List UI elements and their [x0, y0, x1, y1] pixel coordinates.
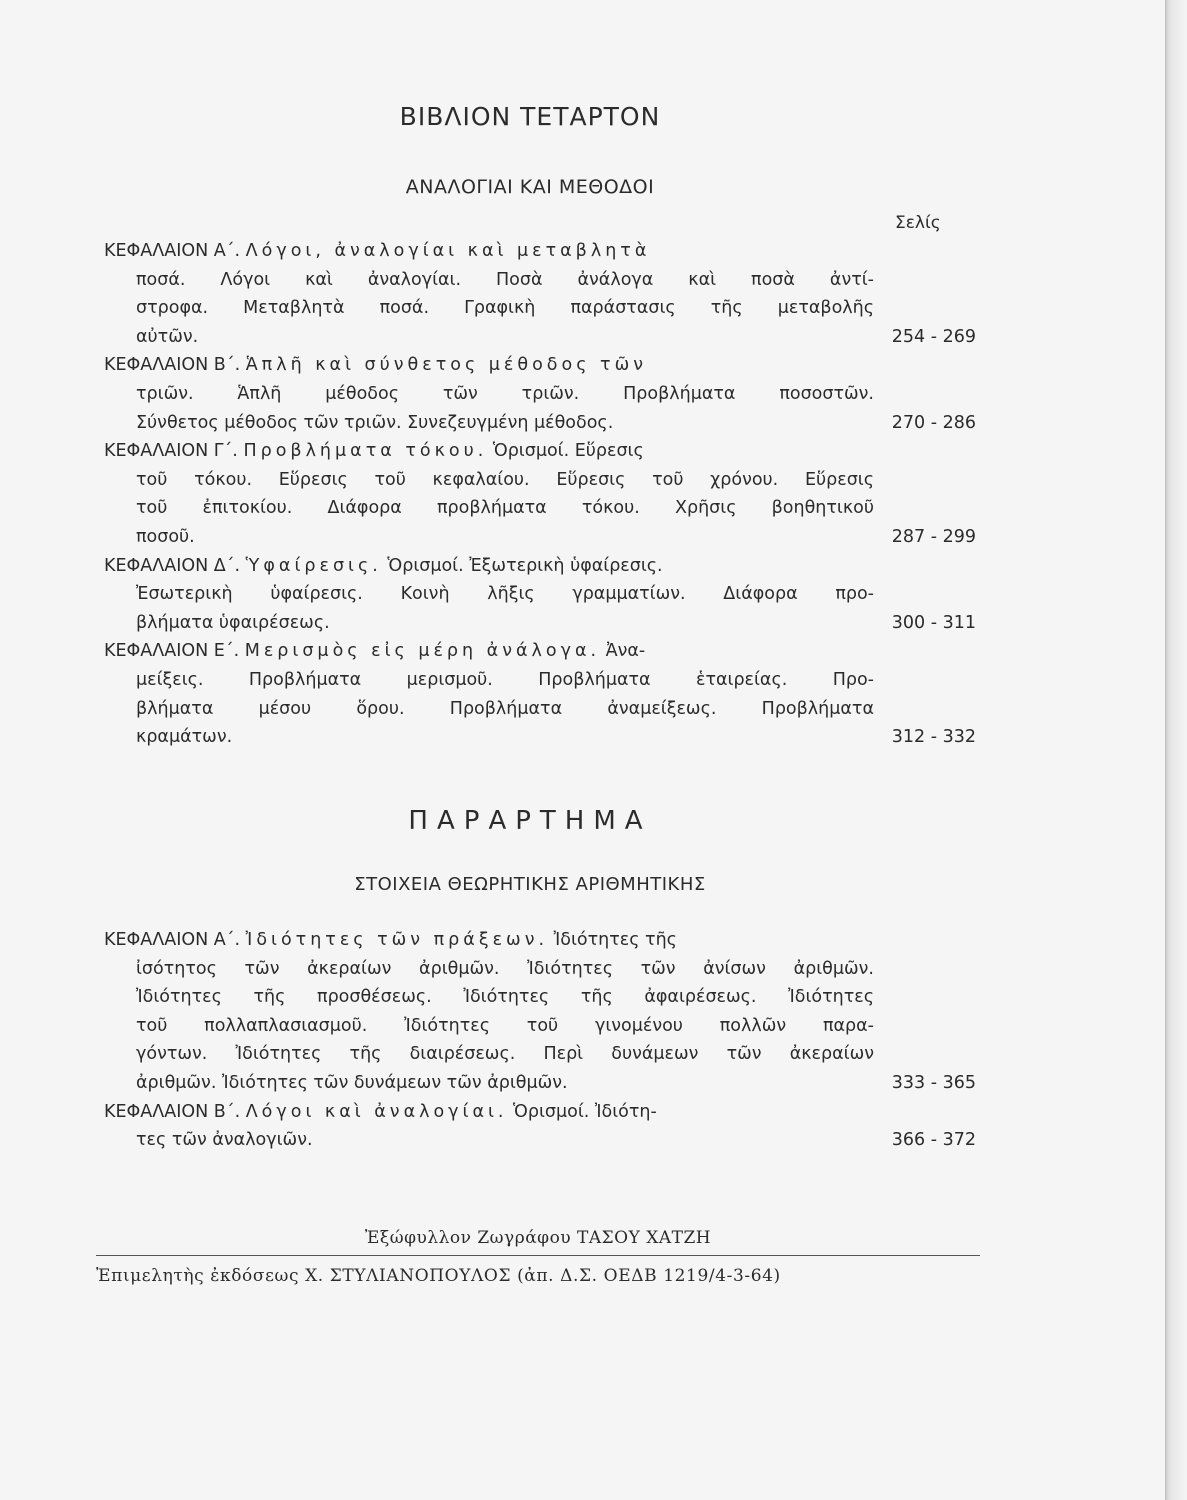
toc-entry [104, 237, 976, 351]
page-edge [1165, 0, 1187, 1500]
toc-entry [104, 926, 976, 1098]
page-range: 287 - 299 [891, 526, 976, 547]
toc-line: τοῦ πολλαπλασιασμοῦ. Ἰδιότητες τοῦ γινομένου πολλῶν παρα- [136, 1015, 874, 1036]
appendix-subtitle: ΣΤΟΙΧΕΙΑ ΘΕΩΡΗΤΙΚΗΣ ΑΡΙΘΜΗΤΙΚΗΣ [354, 874, 706, 895]
toc-entry [104, 437, 976, 551]
editor-credit: Ἐπιμελητὴς ἐκδόσεως Χ. ΣΤΥΛΙΑΝΟΠΟΥΛΟΣ (ἀπ. Δ.Σ. ΟΕΔΒ 1219/4-3-64) [96, 1266, 781, 1286]
toc-line: ΚΕΦΑΛΑΙΟΝ Δ΄. Ὑφαίρεσις. Ὁρισμοί. Ἐξωτερικὴ ὑφαίρεσις. [104, 555, 663, 576]
toc-line: βλήματα μέσου ὅρου. Προβλήματα ἀναμείξεως. Προβλήματα [136, 698, 874, 719]
toc-line: ΚΕΦΑΛΑΙΟΝ Β΄. Ἁπλῆ καὶ σύνθετος μέθοδος τῶν [104, 355, 648, 376]
toc-line: τοῦ ἐπιτοκίου. Διάφορα προβλήματα τόκου. Χρῆσις βοηθητικοῦ [136, 498, 874, 519]
page-range: 300 - 311 [891, 612, 976, 633]
toc-line: βλήματα ὑφαιρέσεως. [136, 612, 330, 633]
footer-divider [96, 1255, 980, 1256]
appendix-title: ΠΑΡΑΡΤΗΜΑ [408, 806, 652, 836]
toc-line: αὐτῶν. [136, 326, 199, 347]
toc-line: ποσά. Λόγοι καὶ ἀναλογίαι. Ποσὰ ἀνάλογα καὶ ποσὰ ἀντί- [136, 269, 874, 290]
page-range: 366 - 372 [891, 1130, 976, 1151]
table-of-contents [104, 237, 976, 752]
page-range: 333 - 365 [891, 1072, 976, 1093]
page-range: 312 - 332 [891, 727, 976, 748]
toc-line: ἀριθμῶν. Ἰδιότητες τῶν δυνάμεων τῶν ἀριθμῶν. [136, 1072, 568, 1093]
toc-line: ΚΕΦΑΛΑΙΟΝ Ε΄. Μερισμὸς εἰς μέρη ἀνάλογα. Ἀνα- [104, 641, 646, 662]
toc-line: ΚΕΦΑΛΑΙΟΝ Α΄. Ἰδιότητες τῶν πράξεων. Ἰδιότητες τῆς [104, 930, 677, 950]
toc-line: ΚΕΦΑΛΑΙΟΝ Α΄. Λόγοι, ἀναλογίαι καὶ μεταβλητὰ [104, 241, 651, 261]
toc-entry [104, 1098, 976, 1155]
toc-line: ΚΕΦΑΛΑΙΟΝ Β΄. Λόγοι καὶ ἀναλογίαι. Ὁρισμοί. Ἰδιότη- [104, 1101, 657, 1122]
page-range: 270 - 286 [891, 412, 976, 433]
toc-line: στροφα. Μεταβλητὰ ποσά. Γραφικὴ παράστασις τῆς μεταβολῆς [136, 298, 874, 319]
toc-line: ἰσότητος τῶν ἀκεραίων ἀριθμῶν. Ἰδιότητες τῶν ἀνίσων ἀριθμῶν. [136, 958, 874, 979]
toc-line: Ἐσωτερικὴ ὑφαίρεσις. Κοινὴ λῆξις γραμματίων. Διάφορα προ- [136, 584, 874, 605]
toc-line: τοῦ τόκου. Εὕρεσις τοῦ κεφαλαίου. Εὕρεσις τοῦ χρόνου. Εὕρεσις [136, 469, 874, 490]
pages-column-label: Σελίς [895, 213, 941, 233]
toc-line: Ἰδιότητες τῆς προσθέσεως. Ἰδιότητες τῆς ἀφαιρέσεως. Ἰδιότητες [136, 987, 874, 1008]
toc-line: ΚΕΦΑΛΑΙΟΝ Γ΄. Προβλήματα τόκου. Ὁρισμοί. Εὕρεσις [104, 441, 644, 462]
toc-line: γόντων. Ἰδιότητες τῆς διαιρέσεως. Περὶ δυνάμεων τῶν ἀκεραίων [136, 1044, 874, 1065]
appendix-table-of-contents [104, 926, 976, 1155]
toc-line: ποσοῦ. [136, 526, 195, 547]
page-range: 254 - 269 [891, 326, 976, 347]
toc-line: Σύνθετος μέθοδος τῶν τριῶν. Συνεζευγμένη μέθοδος. [136, 412, 614, 433]
toc-entry [104, 351, 976, 437]
cover-credit: Ἐξώφυλλον Ζωγράφου ΤΑΣΟΥ ΧΑΤΖΗ [364, 1228, 712, 1248]
toc-entry [104, 637, 976, 751]
book-subtitle: ΑΝΑΛΟΓΙΑΙ ΚΑΙ ΜΕΘΟΔΟΙ [405, 176, 655, 198]
toc-line: μείξεις. Προβλήματα μερισμοῦ. Προβλήματα ἑταιρείας. Προ- [136, 669, 874, 690]
book-title: ΒΙΒΛΙΟΝ ΤΕΤΑΡΤΟΝ [399, 102, 661, 131]
toc-entry [104, 552, 976, 638]
toc-line: τες τῶν ἀναλογιῶν. [136, 1130, 313, 1151]
toc-line: τριῶν. Ἁπλῆ μέθοδος τῶν τριῶν. Προβλήματα ποσοστῶν. [136, 383, 874, 404]
toc-line: κραμάτων. [136, 727, 233, 748]
